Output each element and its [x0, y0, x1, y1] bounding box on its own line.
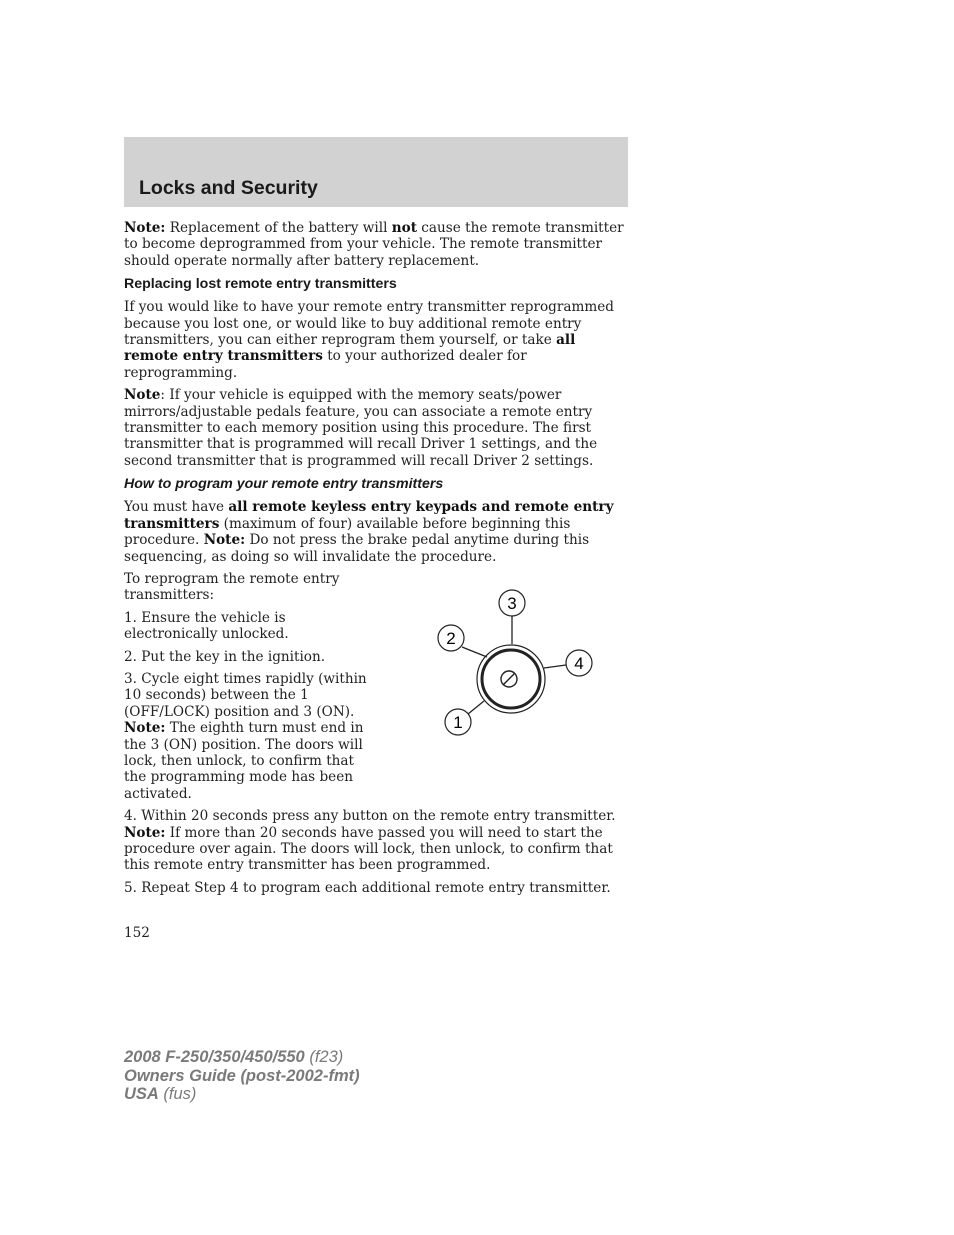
position-label-4: 4: [574, 654, 584, 673]
page-number: 152: [124, 925, 150, 941]
position-label-1: 1: [453, 713, 463, 732]
keyhole-slot: [503, 673, 515, 685]
note-emphasis: not: [391, 220, 417, 236]
footer-code: (f23): [304, 1048, 344, 1066]
step-1: 1. Ensure the vehicle is electronically unlocked.: [124, 609, 289, 643]
footer-market-code: (fus): [158, 1085, 197, 1103]
document-footer: [124, 1048, 360, 1104]
step-text: 4. Within 20 seconds press any button on the remote entry transmitter.: [124, 808, 616, 825]
para-text: You must have: [124, 499, 229, 516]
para-text: (maximum of four) available before beginning this procedure.: [124, 515, 571, 549]
note-text: Replacement of the battery will: [165, 220, 392, 236]
footer-line-2: Owners Guide (post-2002-fmt): [124, 1066, 360, 1085]
section-title: Locks and Security: [139, 177, 318, 199]
position-line-4: [544, 665, 566, 668]
footer-model: 2008 F-250/350/450/550: [124, 1048, 305, 1066]
step-text: 3. Cycle eight times rapidly (within 10 seconds) between the 1 (OFF/LOCK) position and 3 (ON).: [124, 670, 367, 720]
heading-howto: How to program your remote entry transmitters: [124, 476, 444, 493]
steps-column: [124, 571, 374, 665]
para-emphasis: all remote keyless entry keypads and remote entry transmitters: [124, 499, 614, 532]
position-label-3: 3: [507, 594, 517, 613]
note-label: Note: [124, 387, 161, 404]
note-text: : If your vehicle is equipped with the memory seats/power mirrors/adjustable pedals feature, you can associate a remote entry transmitter to each memory position using this procedure. The first transmitter that is programmed will recall Driver 1 settings, and the second transmitter that is programmed will recall Driver 2 settings.: [124, 387, 598, 469]
note-label: Note:: [203, 532, 246, 549]
note-label: Note:: [124, 720, 166, 737]
ignition-outer-ring: [477, 645, 545, 713]
note-battery: [124, 220, 628, 269]
ignition-inner-ring: [482, 650, 540, 708]
step-text: The eighth turn must end in the 3 (ON) position. The doors will lock, then unlock, to confirm that the programming mode has been activated.: [124, 720, 364, 802]
note-label: Note:: [124, 824, 166, 841]
ignition-diagram: [432, 588, 602, 740]
step-text: If more than 20 seconds have passed you will need to start the procedure over again. The doors will lock, then unlock, to confirm that this remote entry transmitter has been programmed.: [124, 824, 613, 874]
para-text: to your authorized dealer for reprogramming.: [124, 348, 527, 381]
step-3: [124, 671, 374, 802]
footer-line-3: [124, 1085, 360, 1104]
para-howto: [124, 499, 628, 565]
note-text: cause the remote transmitter to become deprogrammed from your vehicle. The remote transmitter should operate normally after battery replacement.: [124, 220, 624, 269]
heading-replacing: Replacing lost remote entry transmitters: [124, 276, 397, 293]
note-label: Note:: [124, 220, 166, 236]
page-content: [124, 220, 628, 902]
position-line-1: [468, 701, 484, 714]
para-replacing: [124, 299, 628, 381]
step-4: [124, 808, 628, 874]
footer-line-1: [124, 1048, 360, 1067]
para-emphasis: all remote entry transmitters: [124, 332, 576, 365]
step-5: 5. Repeat Step 4 to program each additional remote entry transmitter.: [124, 879, 611, 896]
intro-text: To reprogram the remote entry transmitters:: [124, 570, 340, 604]
footer-market: USA: [124, 1085, 159, 1103]
section-header-band: [124, 137, 628, 207]
para-text: Do not press the brake pedal anytime during this sequencing, as doing so will invalidate the procedure.: [124, 532, 590, 565]
position-label-2: 2: [446, 629, 456, 648]
note-memory: [124, 387, 628, 469]
position-line-2: [462, 647, 487, 657]
step-2: 2. Put the key in the ignition.: [124, 648, 326, 665]
para-text: If you would like to have your remote entry transmitter reprogrammed because you lost one, or would like to buy additional remote entry transmitters, you can either reprogram them yourself, or take: [124, 299, 615, 349]
